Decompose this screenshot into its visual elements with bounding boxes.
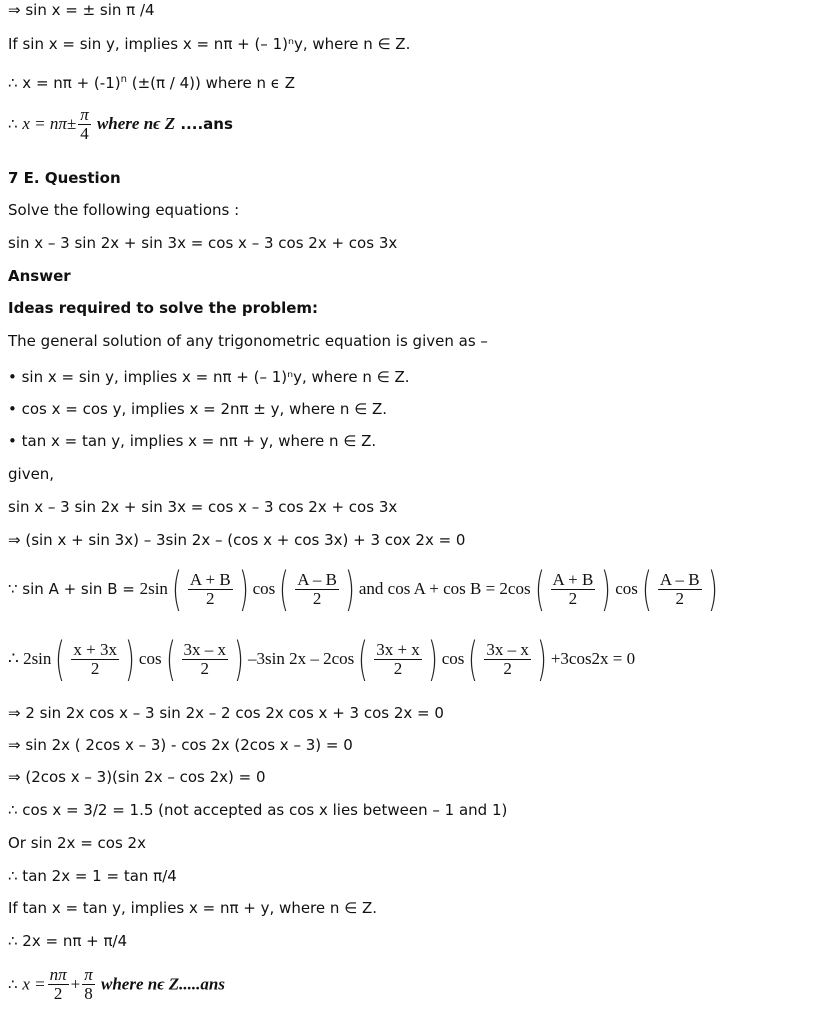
final-answer-line [8, 966, 225, 1003]
l4-where: where nϵ Z [92, 114, 176, 133]
identity-cos-2: cos [615, 579, 638, 598]
identity-paren-2: ( $\frac{A - B}{2}$ ) [279, 562, 355, 616]
step-9: ∴ 2x = nπ + π/4 [8, 932, 128, 950]
transform-frac-4-den: 2 [503, 658, 512, 678]
identity-frac-3-den: 2 [568, 588, 578, 608]
l4-pre: ∴ [8, 115, 23, 133]
step-3: ⇒ sin 2x ( 2cos x – 3) - cos 2x (2cos x – 3) = 0 [8, 736, 353, 754]
bullet-sin: • sin x = sin y, implies x = nπ + (– 1)ⁿy, where n ∈ Z. [8, 368, 410, 386]
question-instruction: Solve the following equations : [8, 201, 240, 219]
final-ans: .....ans [179, 974, 225, 994]
question-title: 7 E. Question [8, 169, 121, 187]
identity-cos: cos [252, 579, 276, 598]
transform-paren-3: ( $\frac{3x + x}{2}$ ) [358, 632, 438, 686]
transform-frac-4-num: 3x – x [486, 639, 529, 659]
final-frac-1-den: 2 [53, 984, 63, 1003]
transform-paren-4: ( $\frac{3x - x}{2}$ ) [468, 632, 547, 686]
given-label: given, [8, 465, 55, 483]
transform-mid: –3sin 2x – 2cos [247, 649, 355, 668]
step-5: ∴ cos x = 3/2 = 1.5 (not accepted as cos x lies between – 1 and 1) [8, 801, 508, 819]
bullet-tan: • tan x = tan y, implies x = nπ + y, where n ∈ Z. [8, 432, 377, 450]
identity-frac-2-den: 2 [312, 588, 322, 608]
line-3 [8, 70, 295, 93]
identity-paren-4: ( $\frac{A - B}{2}$ ) [641, 562, 718, 616]
identity-frac-3-num: A + B [552, 569, 594, 589]
identity-line [8, 562, 722, 616]
identity-frac-1-den: 2 [206, 588, 215, 608]
l4-den: 4 [80, 124, 89, 143]
transform-cos-1: cos [138, 649, 162, 668]
question-equation: sin x – 3 sin 2x + sin 3x = cos x – 3 cos 2x + cos 3x [8, 234, 398, 252]
l4-x: x = nπ± [22, 114, 77, 133]
transform-paren-2: ( $\frac{3x - x}{2}$ ) [165, 632, 244, 686]
transform-frac-1-num: x + 3x [73, 639, 117, 659]
line-2: If sin x = sin y, implies x = nπ + (– 1)ⁿy, where n ∈ Z. [8, 35, 411, 53]
final-plus: + [70, 974, 81, 994]
transform-pre: ∴ 2sin [8, 649, 52, 668]
l3-post: (±(π / 4)) where n ϵ Z [126, 74, 296, 92]
general-solution-text: The general solution of any trigonometric equation is given as – [8, 332, 488, 350]
final-frac-2-num: π [84, 965, 93, 984]
transform-cos-2: cos [441, 649, 465, 668]
transform-frac-2-num: 3x – x [183, 639, 227, 659]
line-1: ⇒ sin x = ± sin π /4 [8, 1, 155, 19]
identity-frac-2-num: A – B [297, 569, 337, 589]
identity-paren-1: ( $\frac{A + B}{2}$ ) [171, 562, 249, 616]
identity-and: and cos A + cos B = 2cos [358, 579, 531, 598]
step-2: ⇒ 2 sin 2x cos x – 3 sin 2x – 2 cos 2x cos x + 3 cos 2x = 0 [8, 704, 444, 722]
final-frac-2-den: 8 [84, 984, 93, 1003]
final-where: where nϵ Z [96, 974, 180, 994]
step-7: ∴ tan 2x = 1 = tan π/4 [8, 867, 177, 885]
l3-pre: ∴ x = nπ + (-1) [8, 74, 121, 92]
final-x: x = [22, 974, 46, 994]
transform-paren-1: ( $\frac{x + 3x}{2}$ ) [55, 632, 135, 686]
transform-frac-2-den: 2 [200, 658, 210, 678]
bullet-cos: • cos x = cos y, implies x = 2nπ ± y, where n ∈ Z. [8, 400, 388, 418]
l4-ans: ....ans [175, 115, 233, 133]
step-8: If tan x = tan y, implies x = nπ + y, where n ∈ Z. [8, 899, 378, 917]
given-equation: sin x – 3 sin 2x + sin 3x = cos x – 3 cos 2x + cos 3x [8, 498, 398, 516]
identity-frac-4-num: A – B [659, 569, 700, 589]
transform-frac-1-den: 2 [90, 658, 100, 678]
step-6: Or sin 2x = cos 2x [8, 834, 146, 852]
identity-pre: ∵ sin A + sin B = [8, 580, 140, 598]
final-frac-1-num: nπ [49, 965, 67, 984]
step-4: ⇒ (2cos x – 3)(sin 2x – cos 2x) = 0 [8, 768, 266, 786]
l3-sup: n [120, 74, 127, 85]
transform-frac-3-den: 2 [393, 658, 403, 678]
identity-paren-3: ( $\frac{A + B}{2}$ ) [534, 562, 612, 616]
final-frac-2 [82, 966, 95, 1003]
final-frac-1 [48, 966, 69, 1003]
identity-frac-1-num: A + B [189, 569, 231, 589]
l4-num: π [80, 105, 89, 124]
transform-frac-3-num: 3x + x [376, 639, 420, 659]
line-4 [8, 106, 233, 143]
step-1: ⇒ (sin x + sin 3x) – 3sin 2x – (cos x + cos 3x) + 3 cox 2x = 0 [8, 531, 466, 549]
identity-2sin: 2sin [139, 579, 168, 598]
identity-frac-4-den: 2 [675, 588, 684, 608]
final-pre: ∴ [8, 975, 23, 994]
answer-heading: Answer [8, 267, 71, 285]
ideas-heading: Ideas required to solve the problem: [8, 299, 319, 317]
transform-line [8, 632, 636, 686]
l4-frac [78, 106, 91, 143]
transform-end: +3cos2x = 0 [550, 649, 636, 668]
